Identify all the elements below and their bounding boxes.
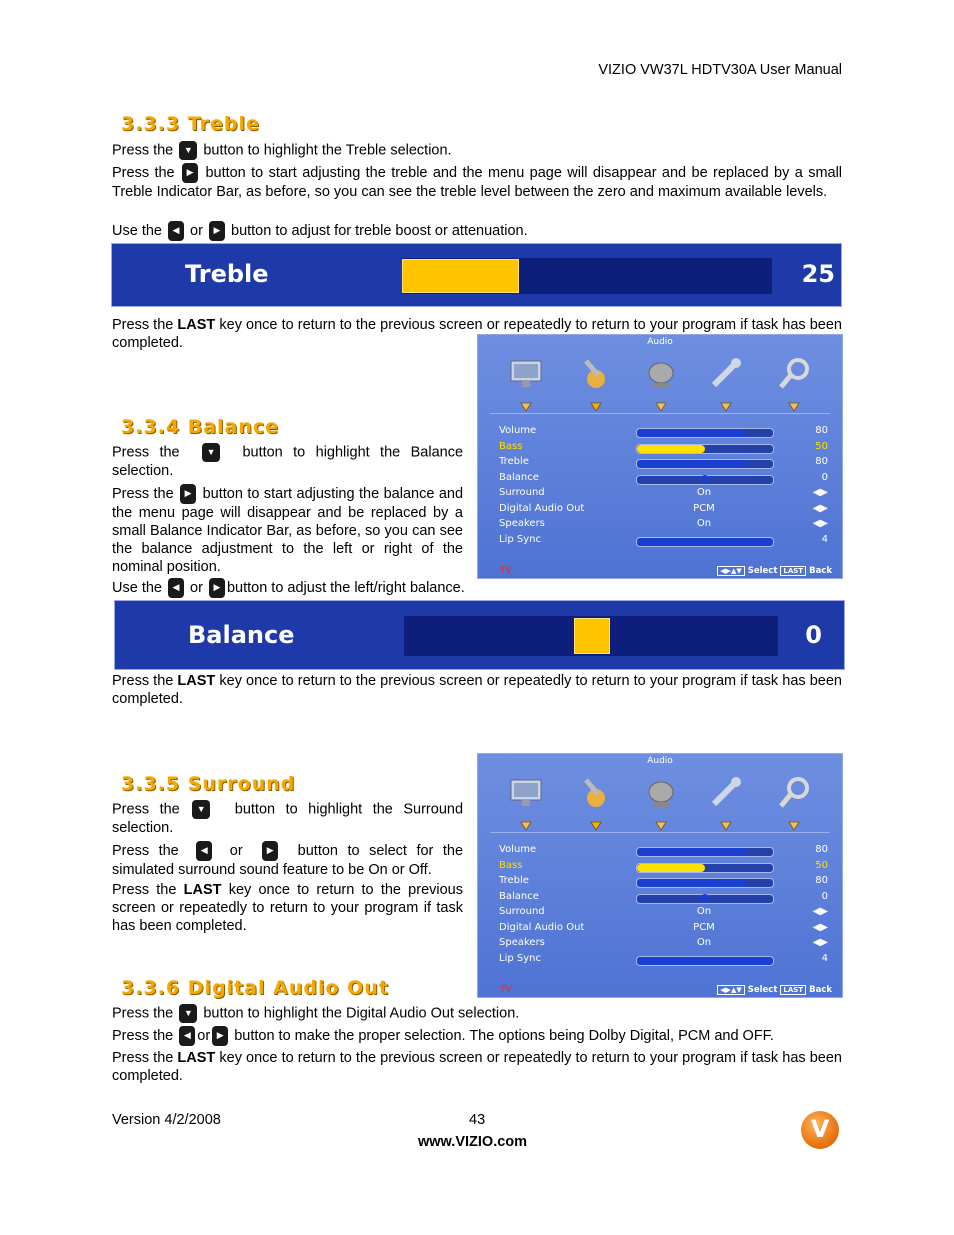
down-key-icon: ▼ bbox=[202, 443, 220, 462]
text: button to start adjusting the treble and the menu page will disappear and be replaced by a small Treble Indicator Bar, as before, so you can see the treble level between the zero and maximum available levels. bbox=[112, 164, 843, 200]
menu-row-lip-sync[interactable] bbox=[499, 953, 828, 968]
menu-footer bbox=[478, 985, 842, 997]
slider-fill bbox=[637, 460, 746, 468]
text: Use the bbox=[112, 222, 162, 239]
balance-knob bbox=[701, 894, 709, 902]
menu-row-value: ◀▶ bbox=[812, 502, 828, 514]
osd-title: Audio bbox=[647, 756, 673, 766]
menu-row-digital-audio-out[interactable] bbox=[499, 503, 828, 518]
treble-para-2 bbox=[112, 163, 842, 201]
menu-row-value: 80 bbox=[815, 844, 828, 855]
chevron-down-icon bbox=[520, 400, 532, 410]
left-key-icon: ◀ bbox=[168, 578, 184, 598]
text: button to adjust the left/right balance. bbox=[226, 579, 465, 596]
last-key-text: LAST bbox=[177, 673, 216, 689]
text: key once to return to the previous screen or repeatedly to return to your program if task has been completed. bbox=[112, 882, 463, 934]
slider-track bbox=[636, 475, 774, 485]
treble-bar-label: Treble bbox=[185, 260, 269, 288]
back-label: Back bbox=[809, 985, 832, 995]
chevron-down-icon bbox=[720, 400, 732, 410]
chevron-down-icon bbox=[720, 819, 732, 829]
picture-icon bbox=[508, 357, 544, 391]
menu-row-value: ◀▶ bbox=[812, 937, 828, 948]
menu-row-option: On bbox=[696, 518, 712, 529]
down-key-icon: ▼ bbox=[179, 141, 197, 160]
digital-para-2 bbox=[112, 1026, 842, 1046]
menu-row-label: Bass bbox=[499, 859, 523, 871]
slider-fill bbox=[637, 848, 746, 856]
menu-row-value: 0 bbox=[821, 471, 828, 483]
menu-row-digital-audio-out[interactable] bbox=[499, 922, 828, 937]
text: Use the bbox=[112, 579, 162, 596]
menu-row-value: 80 bbox=[815, 425, 828, 436]
slider-track bbox=[636, 428, 774, 438]
balance-knob bbox=[701, 475, 709, 483]
balance-para-4 bbox=[112, 672, 842, 708]
menu-row-lip-sync[interactable] bbox=[499, 534, 828, 549]
footer-version: Version 4/2/2008 bbox=[112, 1112, 221, 1128]
vizio-logo bbox=[801, 1111, 839, 1149]
text: or bbox=[220, 842, 253, 859]
footer-hint bbox=[714, 985, 832, 995]
right-key-icon: ▶ bbox=[180, 484, 196, 504]
balance-para-1 bbox=[112, 443, 463, 480]
last-key-icon: LAST bbox=[780, 566, 806, 576]
menu-row-option: On bbox=[696, 487, 712, 498]
text: or bbox=[186, 579, 207, 596]
text: key once to return to the previous screen or repeatedly to return to your program if task has been completed. bbox=[112, 673, 843, 707]
last-key-icon: LAST bbox=[780, 985, 806, 995]
treble-para-3 bbox=[112, 221, 842, 241]
chevron-down-icon bbox=[788, 400, 800, 410]
arrow-keys-icon: ◀▶▲▼ bbox=[717, 985, 745, 995]
menu-row-value: 80 bbox=[815, 875, 828, 886]
audio-menu-screenshot bbox=[477, 334, 843, 579]
text: button to highlight the Treble selection. bbox=[203, 142, 452, 159]
osd-title: Audio bbox=[647, 337, 673, 347]
surround-para-2 bbox=[112, 841, 463, 879]
text: Press the bbox=[112, 801, 180, 818]
chevron-down-icon bbox=[655, 819, 667, 829]
picture-icon bbox=[508, 776, 544, 810]
help-icon bbox=[776, 776, 812, 810]
setup-icon bbox=[708, 357, 744, 391]
menu-row-treble[interactable] bbox=[499, 875, 828, 890]
audio-menu-screenshot bbox=[477, 753, 843, 998]
digital-para-3 bbox=[112, 1049, 842, 1085]
section-heading-treble: 3.3.3 Treble bbox=[121, 113, 260, 135]
section-heading-digital-audio-out: 3.3.6 Digital Audio Out bbox=[121, 977, 389, 999]
balance-para-3 bbox=[112, 578, 842, 598]
select-label: Select bbox=[747, 566, 778, 576]
menu-row-label: Volume bbox=[499, 425, 537, 436]
audio-icon bbox=[578, 776, 614, 810]
menu-row-value: 50 bbox=[815, 859, 828, 871]
menu-row-bass[interactable] bbox=[499, 860, 828, 875]
text: button to select for the simulated surround sound feature to be On or Off. bbox=[112, 842, 464, 878]
down-key-icon: ▼ bbox=[179, 1004, 197, 1023]
menu-row-speakers[interactable] bbox=[499, 937, 828, 952]
footer-hint bbox=[714, 566, 832, 576]
slider-track bbox=[636, 459, 774, 469]
text: button to highlight the Balance selection. bbox=[112, 444, 464, 479]
chevron-down-icon bbox=[655, 400, 667, 410]
chevron-down-icon bbox=[520, 819, 532, 829]
treble-bar-track bbox=[402, 258, 772, 294]
treble-bar-fill bbox=[402, 259, 519, 293]
chevron-down-icon bbox=[788, 819, 800, 829]
slider-fill bbox=[637, 879, 746, 887]
slider-fill bbox=[637, 429, 746, 437]
digital-para-1 bbox=[112, 1004, 842, 1023]
text: Press the bbox=[112, 842, 179, 859]
text: Press the bbox=[112, 882, 184, 898]
menu-row-label: Balance bbox=[499, 890, 539, 902]
slider-track bbox=[636, 878, 774, 888]
balance-para-2 bbox=[112, 484, 463, 576]
right-key-icon: ▶ bbox=[212, 1026, 228, 1046]
text: key once to return to the previous screen or repeatedly to return to your program if task has been completed. bbox=[112, 317, 843, 351]
menu-row-label: Lip Sync bbox=[499, 952, 541, 964]
right-key-icon: ▶ bbox=[262, 841, 278, 861]
slider-track bbox=[636, 894, 774, 904]
menu-row-label: Lip Sync bbox=[499, 533, 541, 545]
slider-fill bbox=[637, 957, 773, 965]
text: Press the bbox=[112, 1027, 174, 1044]
menu-row-balance[interactable] bbox=[499, 472, 828, 487]
menu-row-label: Surround bbox=[499, 487, 545, 498]
balance-indicator-bar bbox=[114, 600, 845, 670]
menu-row-label: Balance bbox=[499, 471, 539, 483]
menu-row-value: 80 bbox=[815, 456, 828, 467]
balance-bar-track bbox=[404, 616, 778, 656]
menu-row-label: Treble bbox=[499, 456, 529, 467]
left-key-icon: ◀ bbox=[196, 841, 212, 861]
menu-row-bass[interactable] bbox=[499, 441, 828, 456]
page-number: 43 bbox=[469, 1112, 486, 1128]
last-key-text: LAST bbox=[183, 882, 222, 898]
menu-row-option: On bbox=[696, 937, 712, 948]
right-key-icon: ▶ bbox=[182, 163, 198, 183]
treble-indicator-bar bbox=[111, 243, 842, 307]
slider-track bbox=[636, 956, 774, 966]
slider-track bbox=[636, 863, 774, 873]
menu-row-volume[interactable] bbox=[499, 425, 828, 440]
menu-row-label: Speakers bbox=[499, 518, 545, 529]
menu-row-surround[interactable] bbox=[499, 906, 828, 921]
menu-row-value: ◀▶ bbox=[812, 487, 828, 498]
manual-title: VIZIO VW37L HDTV30A User Manual bbox=[598, 62, 842, 78]
text: Press the bbox=[112, 444, 180, 461]
text: Press the bbox=[112, 1005, 174, 1022]
menu-row-label: Digital Audio Out bbox=[499, 502, 585, 514]
text: Press the bbox=[112, 142, 174, 159]
down-key-icon: ▼ bbox=[192, 800, 210, 819]
menu-row-option: PCM bbox=[693, 921, 715, 933]
help-icon bbox=[776, 357, 812, 391]
menu-row-treble[interactable] bbox=[499, 456, 828, 471]
text: button to adjust for treble boost or attenuation. bbox=[231, 222, 528, 239]
source-label: TV bbox=[500, 566, 512, 576]
text: Press the bbox=[112, 1050, 178, 1066]
left-key-icon: ◀ bbox=[168, 221, 184, 241]
setup-icon bbox=[708, 776, 744, 810]
section-heading-surround: 3.3.5 Surround bbox=[121, 773, 296, 795]
vizio-logo-letter: V bbox=[810, 1115, 830, 1143]
menu-row-value: ◀▶ bbox=[812, 518, 828, 529]
select-label: Select bbox=[747, 985, 778, 995]
menu-row-value: ◀▶ bbox=[812, 921, 828, 933]
left-key-icon: ◀ bbox=[179, 1026, 195, 1046]
source-label: TV bbox=[500, 985, 512, 995]
chevron-down-icon bbox=[590, 819, 602, 829]
menu-row-value: 4 bbox=[821, 952, 828, 964]
back-label: Back bbox=[809, 566, 832, 576]
menu-row-label: Surround bbox=[499, 906, 545, 917]
text: Press the bbox=[112, 673, 178, 689]
section-heading-balance: 3.3.4 Balance bbox=[121, 416, 280, 438]
last-key-text: LAST bbox=[177, 1050, 216, 1066]
menu-row-surround[interactable] bbox=[499, 487, 828, 502]
menu-row-option: On bbox=[696, 906, 712, 917]
right-key-icon: ▶ bbox=[209, 221, 225, 241]
menu-row-balance[interactable] bbox=[499, 891, 828, 906]
menu-row-label: Speakers bbox=[499, 937, 545, 948]
text: button to highlight the Surround selection. bbox=[112, 801, 464, 836]
menu-row-volume[interactable] bbox=[499, 844, 828, 859]
menu-row-label: Volume bbox=[499, 844, 537, 855]
text: button to make the proper selection. The options being Dolby Digital, PCM and OFF. bbox=[234, 1027, 774, 1044]
menu-row-value: ◀▶ bbox=[812, 906, 828, 917]
slider-track bbox=[636, 444, 774, 454]
text: Press the bbox=[112, 164, 175, 181]
tv-icon bbox=[643, 357, 679, 391]
slider-track bbox=[636, 847, 774, 857]
menu-row-label: Bass bbox=[499, 440, 523, 452]
surround-para-1 bbox=[112, 800, 463, 837]
menu-row-label: Digital Audio Out bbox=[499, 921, 585, 933]
menu-row-label: Treble bbox=[499, 875, 529, 886]
text: button to highlight the Digital Audio Out selection. bbox=[203, 1005, 520, 1022]
menu-row-value: 50 bbox=[815, 440, 828, 452]
menu-footer bbox=[478, 566, 842, 578]
balance-bar-marker bbox=[574, 618, 610, 654]
text: Press the bbox=[112, 485, 174, 502]
menu-divider bbox=[490, 413, 830, 414]
menu-divider bbox=[490, 832, 830, 833]
menu-row-value: 4 bbox=[821, 533, 828, 545]
tv-icon bbox=[643, 776, 679, 810]
slider-fill bbox=[637, 864, 705, 872]
treble-para-1 bbox=[112, 141, 842, 160]
slider-track bbox=[636, 537, 774, 547]
menu-row-value: 0 bbox=[821, 890, 828, 902]
text: button to start adjusting the balance and the menu page will disappear and be replaced by a small Balance Indicator Bar, as before, so you can see the balance adjustment to the left or right of the nominal position. bbox=[112, 485, 464, 575]
audio-icon bbox=[578, 357, 614, 391]
text: key once to return to the previous screen or repeatedly to return to your program if task has been completed. bbox=[112, 1050, 843, 1084]
menu-row-speakers[interactable] bbox=[499, 518, 828, 533]
right-key-icon: ▶ bbox=[209, 578, 225, 598]
treble-bar-value: 25 bbox=[801, 260, 835, 288]
text: or bbox=[190, 222, 207, 239]
balance-bar-value: 0 bbox=[805, 621, 822, 649]
last-key-text: LAST bbox=[177, 317, 216, 333]
arrow-keys-icon: ◀▶▲▼ bbox=[717, 566, 745, 576]
text: or bbox=[197, 1027, 211, 1044]
chevron-down-icon bbox=[590, 400, 602, 410]
balance-bar-label: Balance bbox=[188, 621, 295, 649]
menu-row-option: PCM bbox=[693, 502, 715, 514]
text: Press the bbox=[112, 317, 178, 333]
surround-para-3 bbox=[112, 881, 463, 935]
footer-url: www.VIZIO.com bbox=[418, 1134, 528, 1150]
slider-fill bbox=[637, 538, 773, 546]
slider-fill bbox=[637, 445, 705, 453]
